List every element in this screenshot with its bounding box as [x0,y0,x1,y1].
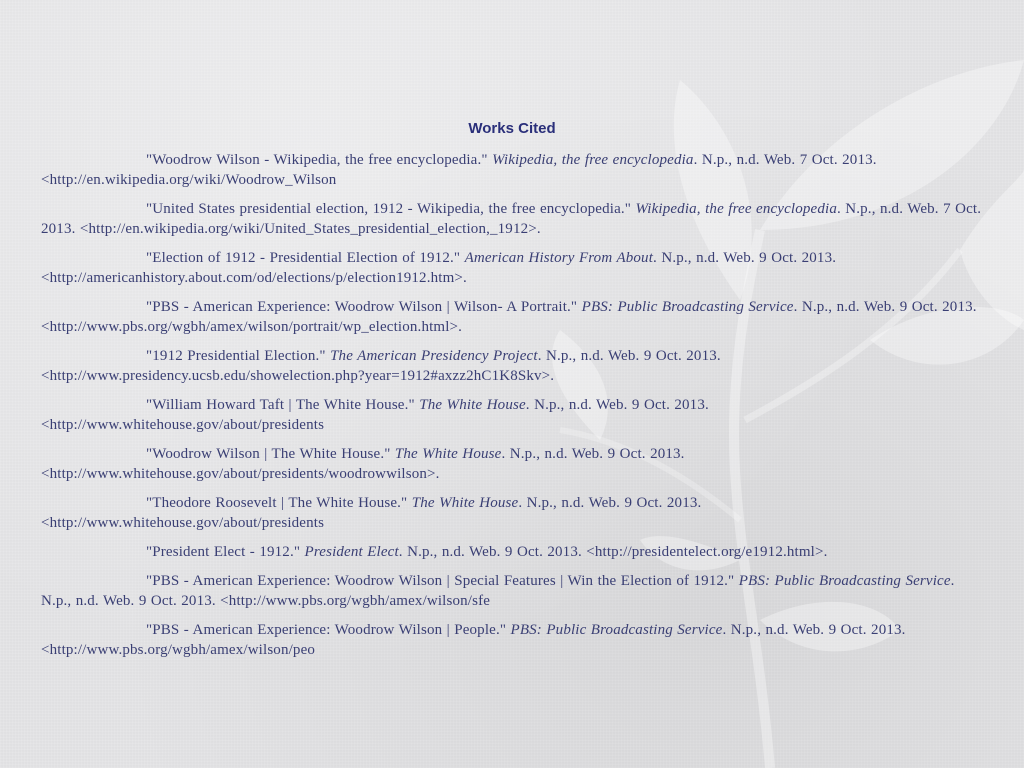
citation-title: "President Elect - 1912." [146,544,301,560]
citation-item [41,199,986,239]
citation-item [41,620,986,660]
citation-title: "Election of 1912 - Presidential Election of 1912." [146,250,461,266]
citation-details: . N.p., n.d. Web. 9 Oct. 2013. <http://www.whitehouse.gov/about/presidents [41,495,702,531]
citation-source: The American Presidency Project [330,348,538,364]
citation-title: "Woodrow Wilson | The White House." [146,446,391,462]
works-cited-list [41,150,986,669]
citation-details: . N.p., n.d. Web. 7 Oct. 2013. <http://en.wikipedia.org/wiki/United_States_presidential_election,_1912>. [41,201,982,237]
citation-item [41,444,986,484]
citation-details: . N.p., n.d. Web. 9 Oct. 2013. <http://americanhistory.about.com/od/elections/p/election1912.htm>. [41,250,837,286]
citation-details: . N.p., n.d. Web. 9 Oct. 2013. <http://www.pbs.org/wgbh/amex/wilson/portrait/wp_election.html>. [41,299,977,335]
citation-details: . N.p., n.d. Web. 7 Oct. 2013. <http://en.wikipedia.org/wiki/Woodrow_Wilson [41,152,877,188]
citation-title: "PBS - American Experience: Woodrow Wilson | Wilson- A Portrait." [146,299,578,315]
citation-item [41,248,986,288]
citation-title: "1912 Presidential Election." [146,348,326,364]
citation-source: American History From About [464,250,654,266]
citation-title: "Woodrow Wilson - Wikipedia, the free encyclopedia." [146,152,488,168]
citation-details: . N.p., n.d. Web. 9 Oct. 2013. <http://www.whitehouse.gov/about/presidents/woodrowwilson>. [41,446,685,482]
slide-title: Works Cited [468,120,556,137]
citation-source: PBS: Public Broadcasting Service [738,573,951,589]
citation-title: "PBS - American Experience: Woodrow Wilson | Special Features | Win the Election of 1912." [146,573,735,589]
citation-item [41,571,986,611]
citation-title: "William Howard Taft | The White House." [146,397,415,413]
citation-details: . N.p., n.d. Web. 9 Oct. 2013. <http://presidentelect.org/e1912.html>. [398,544,828,560]
citation-source: The White House [394,446,502,462]
citation-item [41,395,986,435]
citation-item [41,542,986,562]
citation-item [41,297,986,337]
citation-source: PBS: Public Broadcasting Service [581,299,794,315]
citation-details: . N.p., n.d. Web. 9 Oct. 2013. <http://www.whitehouse.gov/about/presidents [41,397,709,433]
citation-item [41,150,986,190]
citation-title: "United States presidential election, 1912 - Wikipedia, the free encyclopedia." [146,201,632,217]
citation-item [41,346,986,386]
citation-title: "Theodore Roosevelt | The White House." [146,495,408,511]
citation-details: . N.p., n.d. Web. 9 Oct. 2013. <http://www.presidency.ucsb.edu/showelection.php?year=1912#axzz2hC1K8Skv>. [41,348,721,384]
citation-source: President Elect [304,544,399,560]
citation-item [41,493,986,533]
citation-source: Wikipedia, the free encyclopedia [492,152,694,168]
citation-source: The White House [411,495,519,511]
citation-details: . N.p., n.d. Web. 9 Oct. 2013. <http://www.pbs.org/wgbh/amex/wilson/peo [41,622,906,658]
citation-source: The White House [419,397,526,413]
citation-details: . N.p., n.d. Web. 9 Oct. 2013. <http://www.pbs.org/wgbh/amex/wilson/sfe [41,573,955,609]
citation-title: "PBS - American Experience: Woodrow Wilson | People." [146,622,507,638]
citation-source: Wikipedia, the free encyclopedia [635,201,837,217]
citation-source: PBS: Public Broadcasting Service [510,622,723,638]
